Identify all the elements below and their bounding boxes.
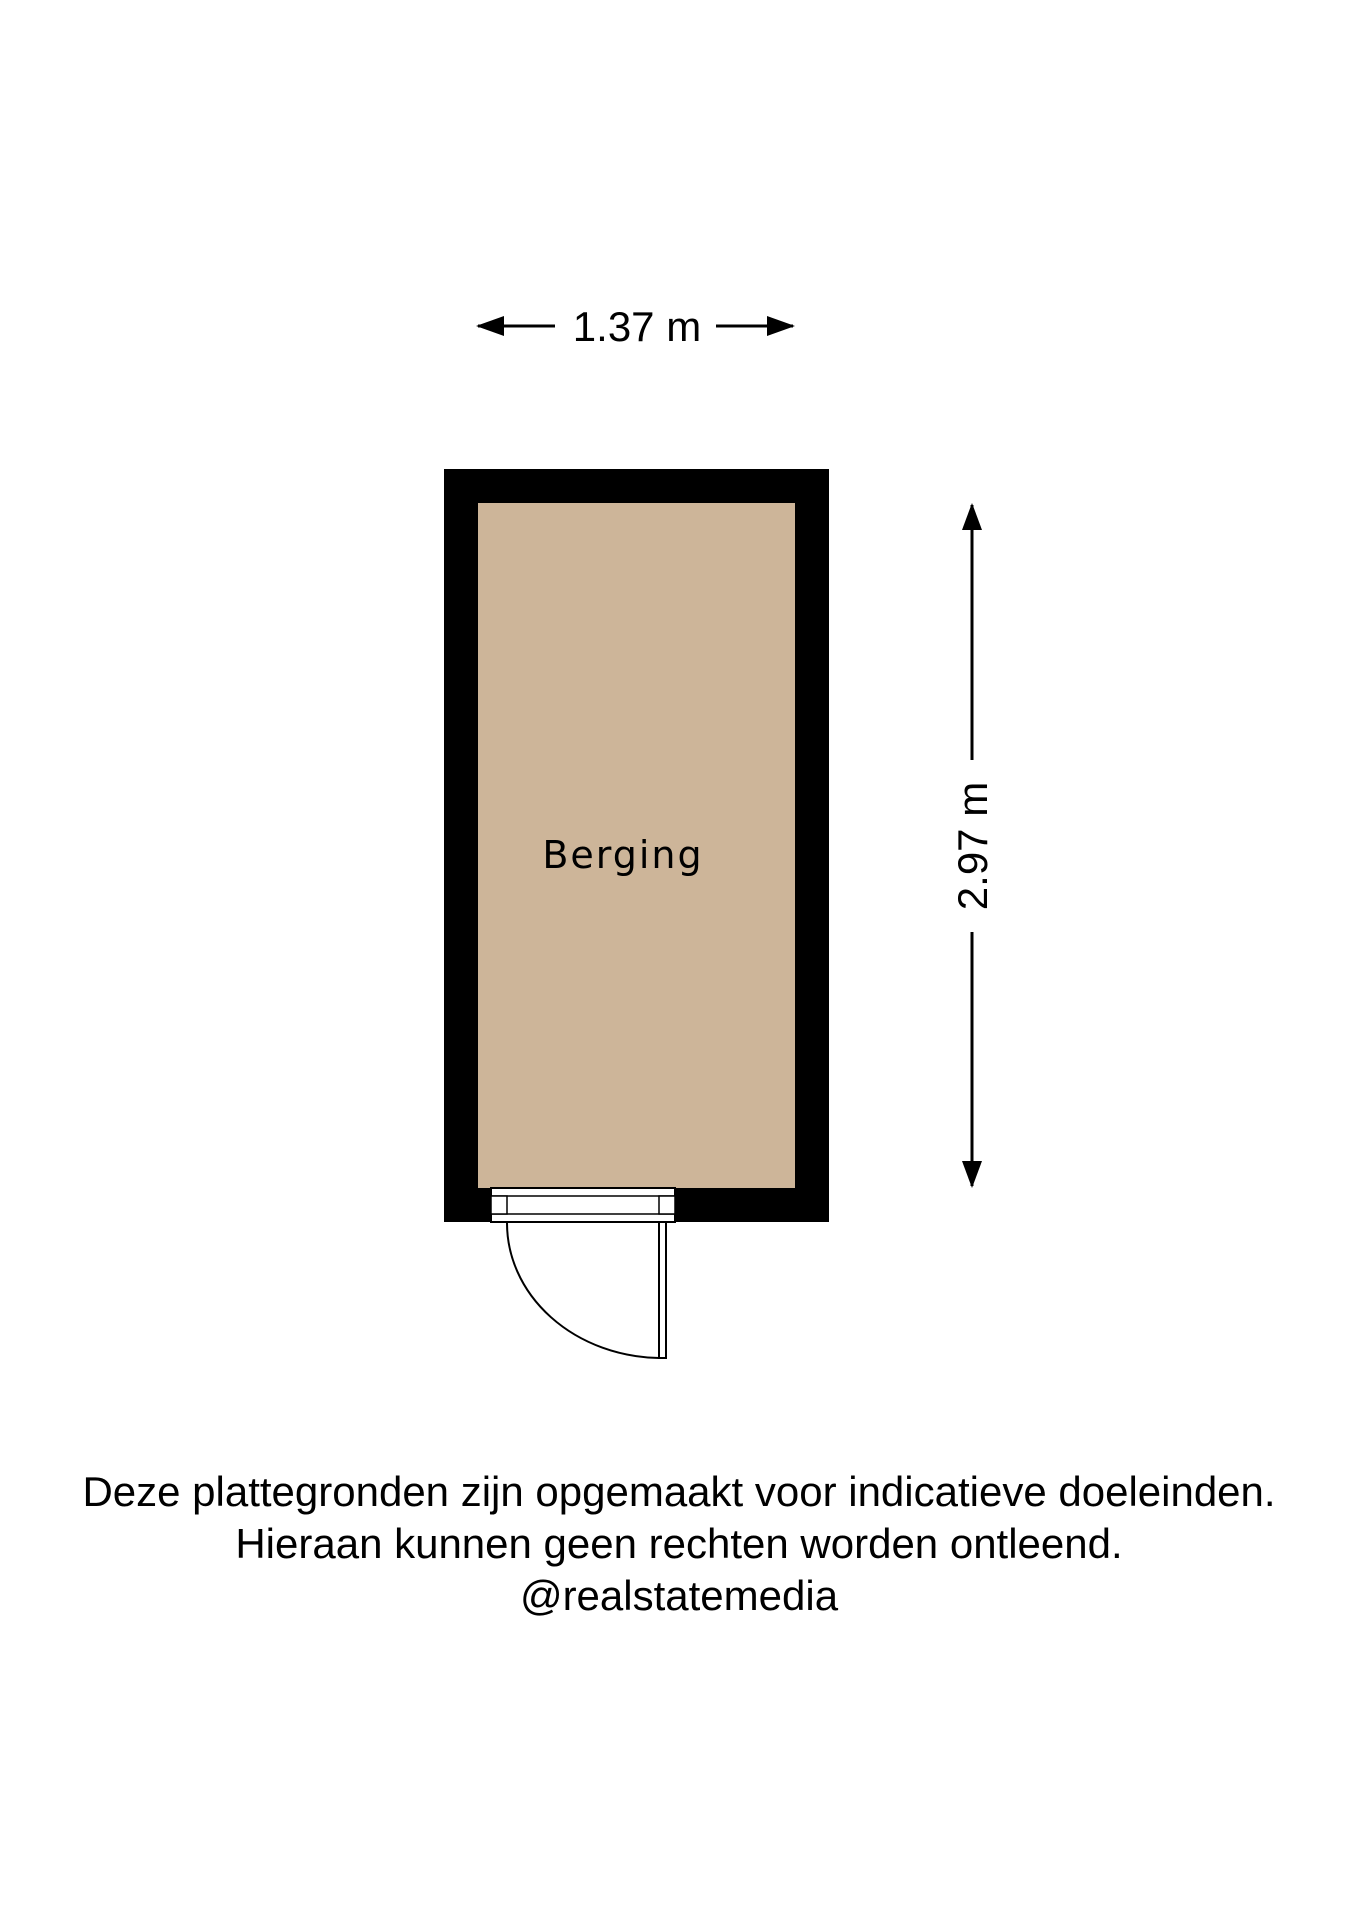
height-dimension-label: 2.97 m <box>949 781 996 911</box>
door <box>507 1222 666 1358</box>
width-dimension-left-arrowhead-icon <box>476 316 504 336</box>
door-threshold <box>491 1188 675 1222</box>
width-dimension-label: 1.37 m <box>572 303 702 350</box>
room-label: Berging <box>542 833 704 877</box>
disclaimer-line-1: Deze plattegronden zijn opgemaakt voor indicatieve doeleinden. <box>82 1468 1276 1515</box>
door-jamb-left <box>491 1196 507 1214</box>
door-leaf <box>659 1222 666 1358</box>
width-dimension <box>476 303 795 350</box>
height-dimension-top-arrowhead-icon <box>962 503 982 530</box>
footer <box>0 1466 1358 1622</box>
door-jamb-right <box>659 1196 675 1214</box>
height-dimension <box>949 503 996 1188</box>
width-dimension-right-arrowhead-icon <box>767 316 795 336</box>
door-swing-arc <box>507 1222 659 1358</box>
disclaimer-line-2: Hieraan kunnen geen rechten worden ontleend. <box>235 1520 1123 1567</box>
height-dimension-bottom-arrowhead-icon <box>962 1161 982 1188</box>
credit-text: @realstatemedia <box>519 1572 839 1619</box>
